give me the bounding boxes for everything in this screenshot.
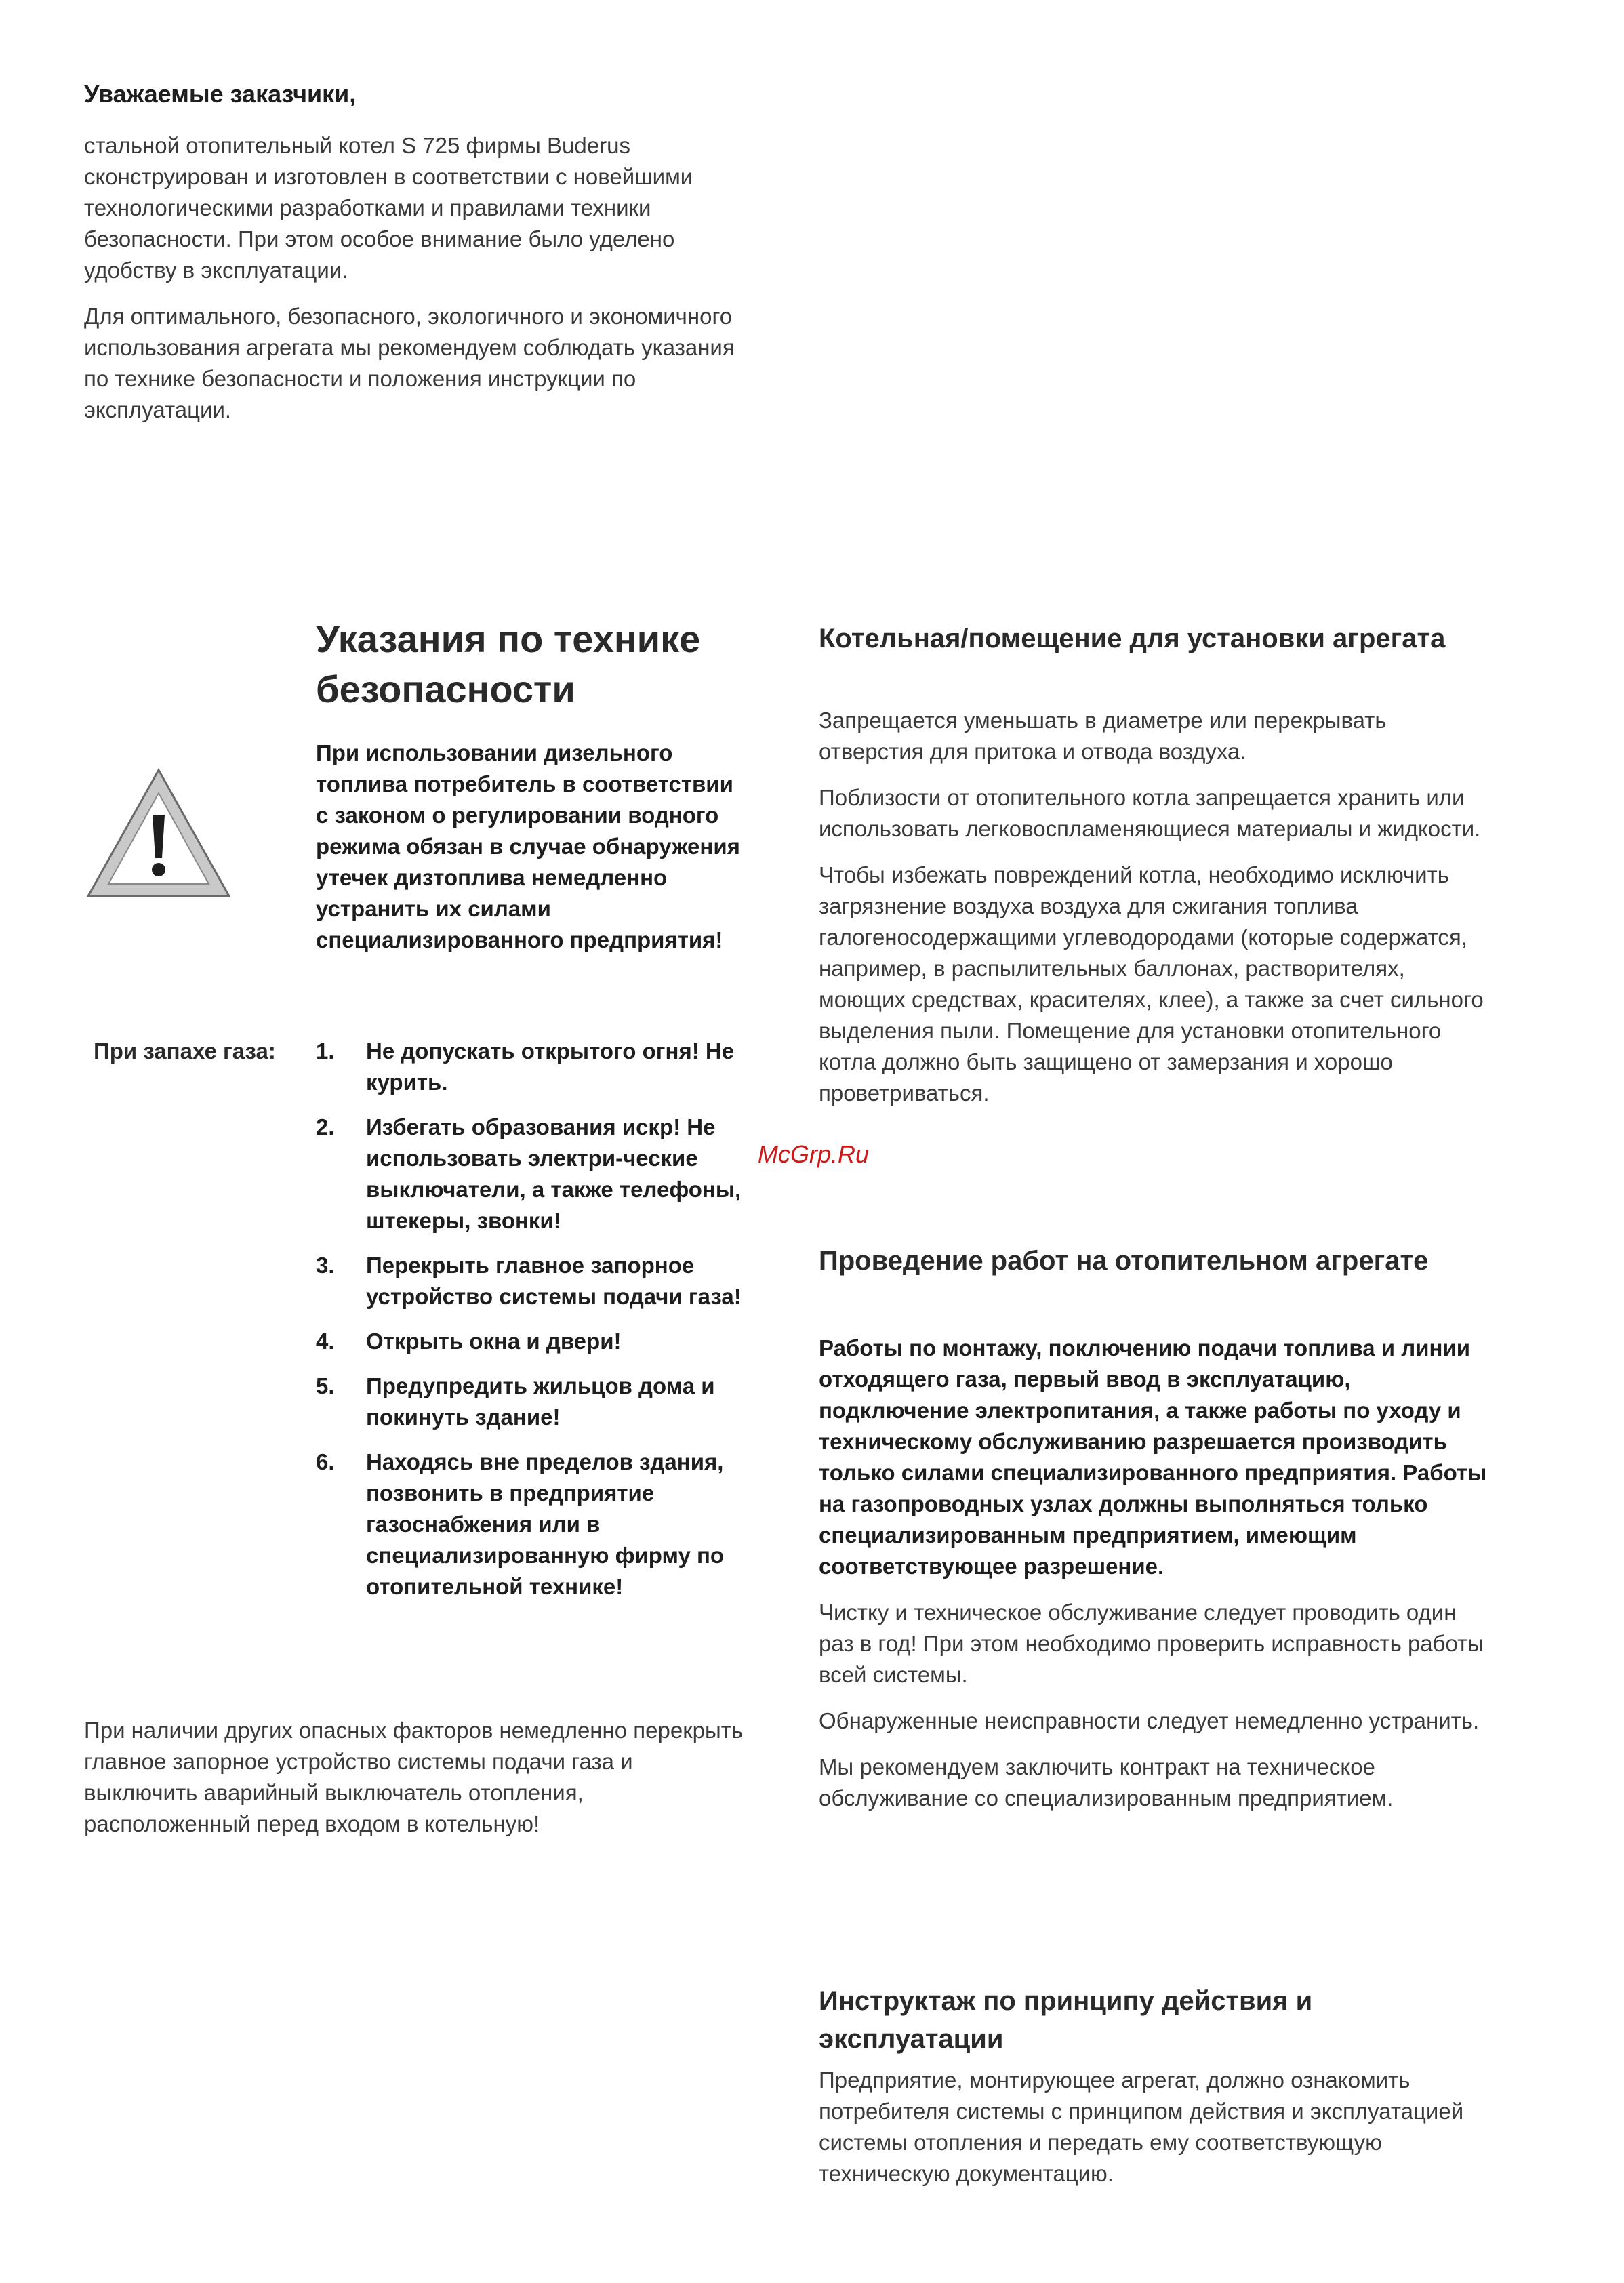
step-text: Избегать образования искр! Не использовать электри-ческие выключатели, а также телефоны, штекеры, звонки! bbox=[366, 1114, 742, 1233]
boiler-room-title: Котельная/помещение для установки агрегата bbox=[819, 624, 1446, 653]
step-number: 4. bbox=[316, 1329, 335, 1354]
works-bold-paragraph: Работы по монтажу, поключению подачи топлива и линии отходящего газа, первый ввод в эксплуатацию, подключение электропитания, а также работы по уходу и техническому обслуживанию разрешается производить только силами специализированного предприятия. Работы на газопроводных узлах должны выполняться только специализированным предприятием, имеющим соответствующее разрешение. bbox=[819, 1335, 1487, 1579]
briefing-paragraph: Предприятие, монтирующее агрегат, должно ознакомить потребителя системы с принципом действия и эксплуатацией системы отопления и передать ему соответствующую техническую документацию. bbox=[819, 2067, 1464, 2186]
works-paragraph-1: Чистку и техническое обслуживание следует проводить один раз в год! При этом необходимо проверить исправность работы всей системы. bbox=[819, 1600, 1484, 1687]
greeting-paragraph-2: Для оптимального, безопасного, экологичного и экономичного использования агрегата мы рекомендуем соблюдать указания по технике безопасности и положения инструкции по эксплуатации. bbox=[84, 304, 735, 422]
list-item bbox=[316, 1447, 750, 1602]
diesel-warning: При использовании дизельного топлива потребитель в соответствии с законом о регулировании водного режима обязан в случае обнаружения утечек дизтоплива немедленно устранить их силами специализированного предприятия! bbox=[316, 740, 740, 952]
warning-triangle-icon bbox=[84, 766, 233, 902]
works-text bbox=[819, 1333, 1497, 1829]
step-number: 5. bbox=[316, 1373, 335, 1398]
list-item bbox=[316, 1326, 750, 1357]
greeting-title: Уважаемые заказчики, bbox=[84, 80, 357, 108]
boiler-room-text bbox=[819, 705, 1497, 1124]
watermark: McGrp.Ru bbox=[758, 1140, 870, 1168]
step-text: Не допускать открытого огня! Не курить. bbox=[366, 1038, 735, 1095]
step-number: 2. bbox=[316, 1114, 335, 1139]
list-item bbox=[316, 1036, 750, 1098]
works-paragraph-3: Мы рекомендуем заключить контракт на техническое обслуживание со специализированным предприятием. bbox=[819, 1754, 1394, 1811]
step-text: Перекрыть главное запорное устройство системы подачи газа! bbox=[366, 1253, 742, 1309]
step-number: 6. bbox=[316, 1449, 335, 1474]
list-item bbox=[316, 1112, 750, 1236]
safety-heading: Указания по технике безопасности bbox=[316, 618, 701, 710]
boiler-room-paragraph-1: Запрещается уменьшать в диаметре или перекрывать отверстия для притока и отвода воздуха. bbox=[819, 708, 1387, 764]
step-number: 1. bbox=[316, 1038, 335, 1064]
works-paragraph-2: Обнаруженные неисправности следует немедленно устранить. bbox=[819, 1708, 1480, 1733]
step-text: Предупредить жильцов дома и покинуть здание! bbox=[366, 1373, 715, 1430]
works-title: Проведение работ на отопительном агрегате bbox=[819, 1246, 1429, 1276]
greeting-paragraph-1: стальной отопительный котел S 725 фирмы Buderus сконструирован и изготовлен в соответствии с новейшими технологическими разработками и правилами техники безопасности. При этом особое внимание было уделено удобству в эксплуатации. bbox=[84, 133, 693, 283]
briefing-text bbox=[819, 2065, 1497, 2204]
other-dangers-text: При наличии других опасных факторов немедленно перекрыть главное запорное устройство системы подачи газа и выключить аварийный выключатель отопления, расположенный перед входом в котельную! bbox=[84, 1718, 744, 1836]
gas-steps-list bbox=[316, 1036, 750, 1616]
boiler-room-paragraph-3: Чтобы избежать повреждений котла, необходимо исключить загрязнение воздуха воздуха для сжигания топлива галогеносодержащими углеводородами (которые содержатся, например, в распылительных баллонах, растворителях, моющих средствах, красителях, клее), а также за счет сильного выделения пыли. Помещение для установки отопительного котла должно быть защищено от замерзания и хорошо проветриваться. bbox=[819, 862, 1484, 1106]
boiler-room-paragraph-2: Поблизости от отопительного котла запрещается хранить или использовать легковоспламеняющиеся материалы и жидкости. bbox=[819, 785, 1481, 841]
step-number: 3. bbox=[316, 1253, 335, 1278]
step-text: Находясь вне пределов здания, позвонить в предприятие газоснабжения или в специализированную фирму по отопительной технике! bbox=[366, 1449, 725, 1599]
briefing-title: Инструктаж по принципу действия и эксплуатации bbox=[819, 1986, 1313, 2054]
greeting-text bbox=[84, 130, 748, 441]
list-item bbox=[316, 1371, 750, 1433]
list-item bbox=[316, 1250, 750, 1312]
gas-smell-label: При запахе газа: bbox=[94, 1038, 276, 1064]
step-text: Открыть окна и двери! bbox=[366, 1329, 622, 1354]
